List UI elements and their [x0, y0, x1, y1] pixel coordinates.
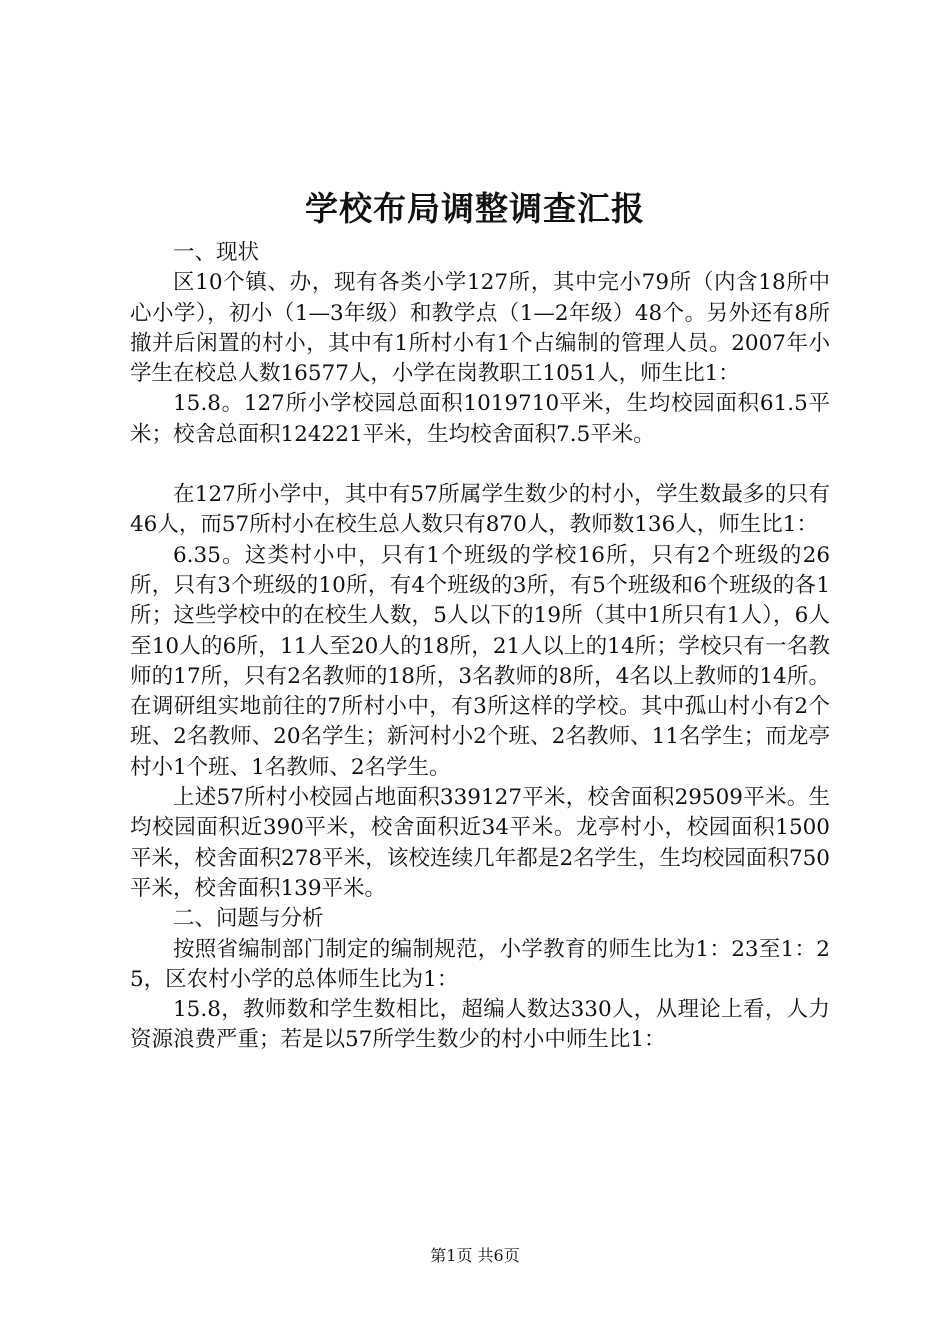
- paragraph-small-village-schools: 在127所小学中，其中有57所属学生数少的村小，学生数最多的只有46人，而57所村小在校生总人数只有870人，教师数136人，师生比1：: [130, 482, 830, 538]
- paragraph-overstaffing: 15.8，教师数和学生数相比，超编人数达330人，从理论上看，人力资源浪费严重；若是以57所学生数少的村小中师生比1：: [130, 997, 830, 1053]
- paragraph-school-overview: 区10个镇、办，现有各类小学127所，其中完小79所（内含18所中心小学），初小（1—3年级）和教学点（1—2年级）48个。另外还有8所撤并后闲置的村小，其中有1所村小有1个占编制的管理人员。2007年小学生在校总人数16577人，小学在岗教职工1051人，师生比1：: [130, 270, 830, 387]
- paragraph-staffing-standard: 按照省编制部门制定的编制规范，小学教育的师生比为1：23至1：25，区农村小学的总体师生比为1：: [130, 936, 830, 992]
- page-footer: 第1页 共6页: [430, 1246, 520, 1265]
- document-body: [130, 238, 830, 1056]
- section-heading-problems: 二、问题与分析: [173, 906, 324, 932]
- section-heading-status: 一、现状: [173, 240, 260, 265]
- document-title: 学校布局调整调查汇报: [305, 189, 645, 228]
- paragraph-campus-area: 15.8。127所小学校园总面积1019710平米，生均校园面积61.5平米；校舍总面积124221平米，生均校舍面积7.5平米。: [130, 391, 830, 447]
- paragraph-class-distribution: 6.35。这类村小中，只有1个班级的学校16所，只有2个班级的26所，只有3个班级的10所，有4个班级的3所，有5个班级和6个班级的各1所；这些学校中的在校生人数，5人以下的19所（其中1所只有1人），6人至10人的6所，11人至20人的18所，21人以上的14所；学校只有一名教师的17所，只有2名教师的18所，3名教师的8所，4名以上教师的14所。在调研组实地前往的7所村小中，有3所这样的学校。其中孤山村小有2个班、2名教师、20名学生；新河村小2个班、2名教师、11名学生；而龙亭村小1个班、1名教师、2名学生。: [130, 542, 830, 780]
- paragraph-village-campus-area: 上述57所村小校园占地面积339127平米，校舍面积29509平米。生均校园面积近390平米，校舍面积近34平米。龙亭村小，校园面积1500平米，校舍面积278平米，该校连续几年都是2名学生，生均校园面积750平米，校舍面积139平米。: [130, 785, 830, 901]
